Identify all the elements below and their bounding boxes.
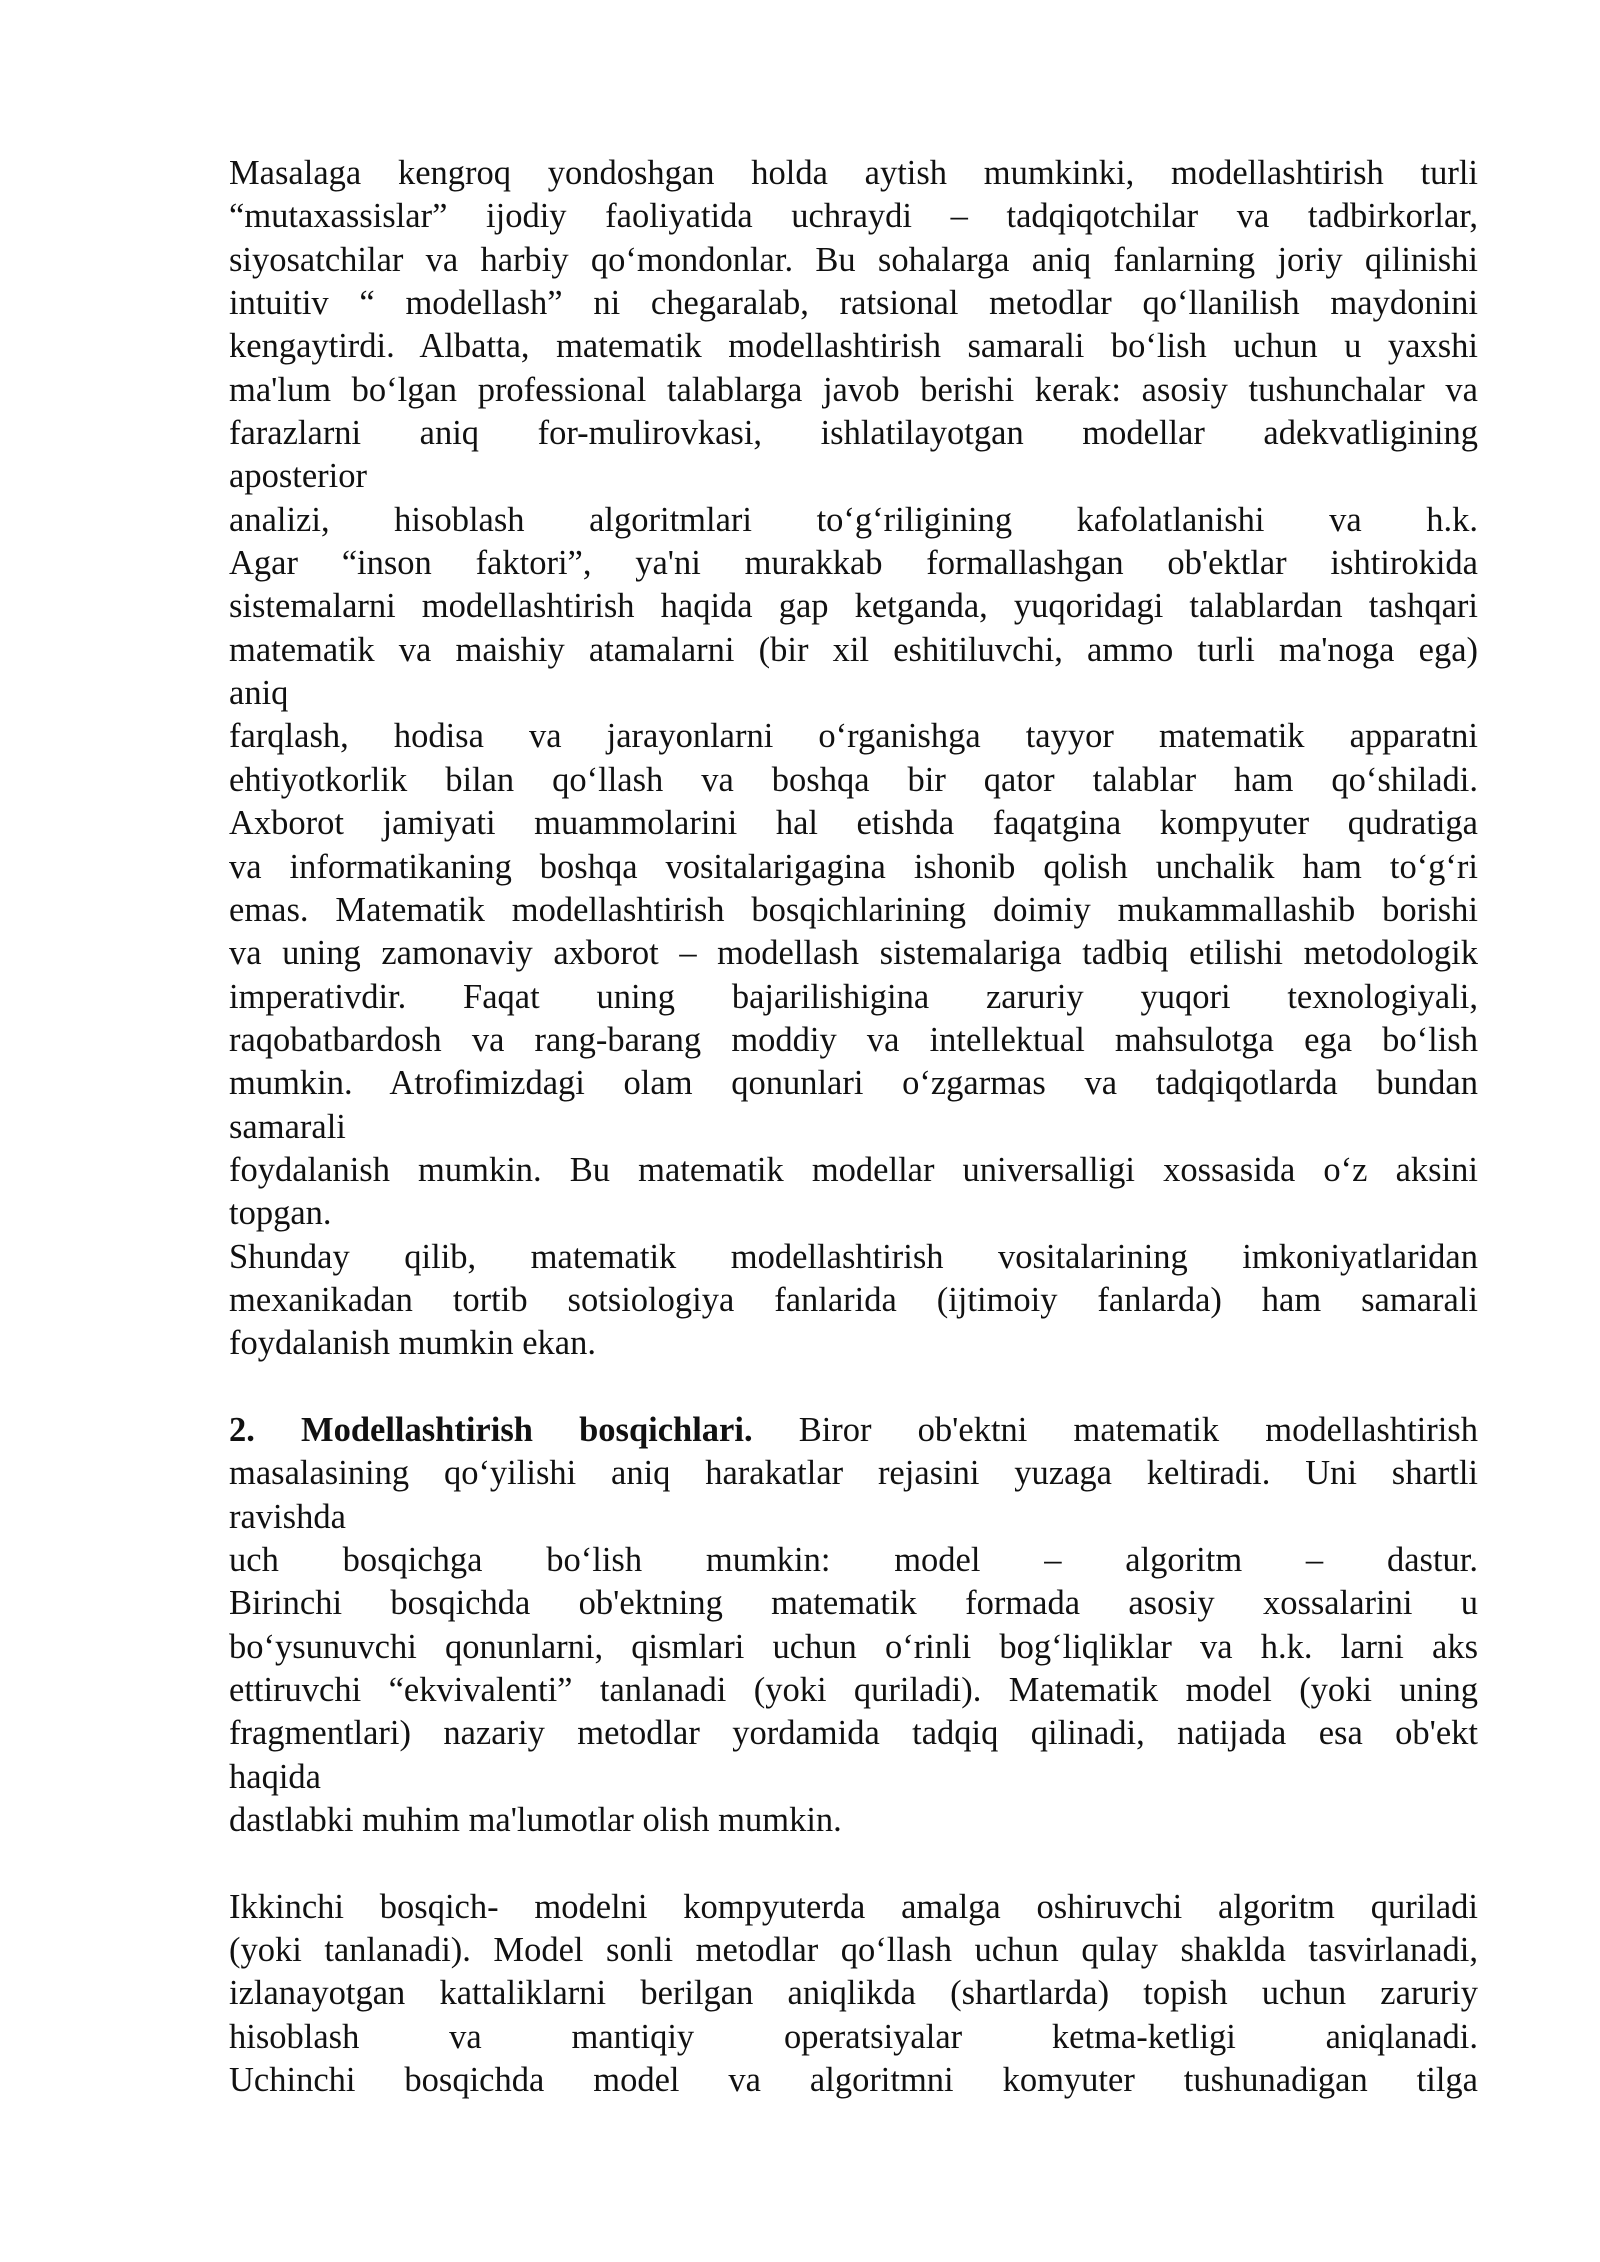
text-line: bo‘ysunuvchi qonunlarni, qismlari uchun o‘rinli bog‘liqliklar va h.k. larni aks bbox=[229, 1627, 1478, 1666]
text-line: haqida bbox=[229, 1757, 321, 1796]
text-line: uch bosqichga bo‘lish mumkin: model – algoritm – dastur. bbox=[229, 1541, 1478, 1579]
text-line: farazlarni aniq for-mulirovkasi, ishlatilayotgan modellar adekvatligining bbox=[229, 414, 1478, 453]
text-line: topgan. bbox=[229, 1194, 332, 1233]
text-line: foydalanish mumkin ekan. bbox=[229, 1324, 596, 1363]
text-line: foydalanish mumkin. Bu matematik modellar universalligi xossasida o‘z aksini bbox=[229, 1150, 1478, 1189]
text-line: analizi, hisoblash algoritmlari to‘g‘riligining kafolatlanishi va h.k. bbox=[229, 500, 1478, 539]
text-line: siyosatchilar va harbiy qo‘mondonlar. Bu sohalarga aniq fanlarning joriy qilinishi bbox=[229, 240, 1478, 279]
text-line: masalasining qo‘yilishi aniq harakatlar rejasini yuzaga keltiradi. Uni shartli bbox=[229, 1454, 1478, 1493]
text-line: fragmentlari) nazariy metodlar yordamida tadqiq qilinadi, natijada esa ob'ekt bbox=[229, 1714, 1478, 1753]
text-line: Shunday qilib, matematik modellashtirish vositalarining imkoniyatlaridan bbox=[229, 1237, 1478, 1276]
text-line: dastlabki muhim ma'lumotlar olish mumkin. bbox=[229, 1801, 842, 1840]
section-heading: 2. Modellashtirish bosqichlari. bbox=[229, 1410, 753, 1449]
text-line: emas. Matematik modellashtirish bosqichlarining doimiy mukammallashib borishi bbox=[229, 890, 1478, 929]
paragraph-1 bbox=[229, 152, 1478, 1366]
text-line: Agar “inson faktori”, ya'ni murakkab formallashgan ob'ektlar ishtirokida bbox=[229, 544, 1478, 583]
paragraph-2 bbox=[229, 1409, 1478, 1842]
text-line: va informatikaning boshqa vositalarigagina ishonib qolish unchalik ham to‘g‘ri bbox=[229, 847, 1478, 886]
text-line: farqlash, hodisa va jarayonlarni o‘rganishga tayyor matematik apparatni bbox=[229, 717, 1478, 756]
document-page bbox=[229, 152, 1478, 2102]
text-line: (yoki tanlanadi). Model sonli metodlar qo‘llash uchun qulay shaklda tasvirlanadi, bbox=[229, 1931, 1478, 1970]
text-line: Masalaga kengroq yondoshgan holda aytish mumkinki, modellashtirish turli bbox=[229, 154, 1478, 192]
text-line: raqobatbardosh va rang-barang moddiy va intellektual mahsulotga ega bo‘lish bbox=[229, 1020, 1478, 1059]
text-line: izlanayotgan kattaliklarni berilgan aniqlikda (shartlarda) topish uchun zaruriy bbox=[229, 1974, 1478, 2013]
section-first-line bbox=[229, 1409, 1478, 1452]
text-line: mexanikadan tortib sotsiologiya fanlarida (ijtimoiy fanlarda) ham samarali bbox=[229, 1280, 1478, 1319]
text-line: aposterior bbox=[229, 457, 367, 496]
text-line: matematik va maishiy atamalarni (bir xil eshitiluvchi, ammo turli ma'noga ega) bbox=[229, 630, 1478, 669]
text-line: hisoblash va mantiqiy operatsiyalar ketma-ketligi aniqlanadi. bbox=[229, 2017, 1478, 2056]
paragraph-3 bbox=[229, 1886, 1478, 2103]
text-line: “mutaxassislar” ijodiy faoliyatida uchraydi – tadqiqotchilar va tadbirkorlar, bbox=[229, 197, 1478, 236]
text-line: aniq bbox=[229, 674, 289, 713]
section-first-line-text: Biror ob'ektni matematik modellashtirish bbox=[752, 1410, 1478, 1449]
text-line: samarali bbox=[229, 1107, 346, 1146]
paragraph-spacer bbox=[229, 1842, 1478, 1885]
text-line: ehtiyotkorlik bilan qo‘llash va boshqa bir qator talablar ham qo‘shiladi. bbox=[229, 760, 1478, 799]
text-line: imperativdir. Faqat uning bajarilishigina zaruriy yuqori texnologiyali, bbox=[229, 977, 1478, 1016]
text-line: intuitiv “ modellash” ni chegaralab, ratsional metodlar qo‘llanilish maydonini bbox=[229, 284, 1478, 323]
paragraph-spacer bbox=[229, 1366, 1478, 1409]
text-line: ravishda bbox=[229, 1497, 346, 1536]
text-line: Ikkinchi bosqich- modelni kompyuterda amalga oshiruvchi algoritm quriladi bbox=[229, 1887, 1478, 1926]
text-line: ettiruvchi “ekvivalenti” tanlanadi (yoki quriladi). Matematik model (yoki uning bbox=[229, 1671, 1478, 1710]
text-line: kengaytirdi. Albatta, matematik modellashtirish samarali bo‘lish uchun u yaxshi bbox=[229, 327, 1478, 366]
text-line: Uchinchi bosqichda model va algoritmni komyuter tushunadigan tilga bbox=[229, 2061, 1478, 2100]
text-line: va uning zamonaviy axborot – modellash sistemalariga tadbiq etilishi metodologik bbox=[229, 934, 1478, 973]
text-line: Axborot jamiyati muammolarini hal etishda faqatgina kompyuter qudratiga bbox=[229, 804, 1478, 843]
text-line: Birinchi bosqichda ob'ektning matematik formada asosiy xossalarini u bbox=[229, 1584, 1478, 1623]
text-line: mumkin. Atrofimizdagi olam qonunlari o‘zgarmas va tadqiqotlarda bundan bbox=[229, 1064, 1478, 1103]
text-line: ma'lum bo‘lgan professional talablarga javob berishi kerak: asosiy tushunchalar va bbox=[229, 370, 1478, 409]
text-line: sistemalarni modellashtirish haqida gap ketganda, yuqoridagi talablardan tashqari bbox=[229, 587, 1478, 626]
